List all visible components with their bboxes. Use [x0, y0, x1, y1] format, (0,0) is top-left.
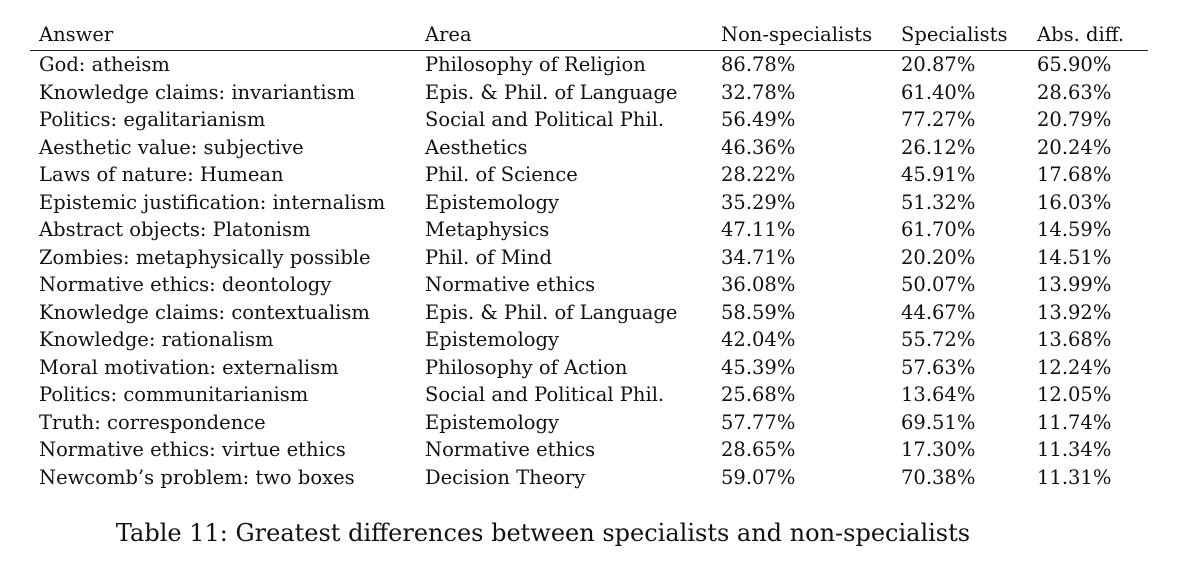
answer-cell: Normative ethics: deontology: [39, 273, 332, 296]
table-row: [30, 244, 1148, 272]
specialists-cell: 77.27%: [901, 108, 976, 131]
table-row: [30, 381, 1148, 409]
area-cell: Philosophy of Religion: [425, 53, 646, 76]
answer-cell: Politics: communitarianism: [39, 383, 309, 406]
area-cell: Epistemology: [425, 190, 560, 214]
answer-cell: God: atheism: [39, 53, 170, 76]
abs-diff-cell: 14.59%: [1037, 218, 1112, 241]
table-header: [30, 20, 1148, 51]
specialists-cell: 61.70%: [901, 218, 976, 241]
abs-diff-cell: 28.63%: [1037, 80, 1112, 104]
specialists-cell: 20.87%: [901, 53, 976, 76]
non-specialists-cell: 57.77%: [721, 410, 796, 434]
specialists-cell: 45.91%: [901, 163, 976, 186]
non-specialists-cell: 35.29%: [721, 190, 796, 214]
non-specialists-cell: 36.08%: [721, 273, 796, 296]
specialists-cell: 50.07%: [901, 273, 976, 296]
area-cell: Social and Political Phil.: [425, 383, 665, 406]
results-table-container: [30, 20, 1148, 491]
area-cell: Philosophy of Action: [425, 355, 628, 379]
abs-diff-cell: 12.24%: [1037, 355, 1112, 379]
non-specialists-cell: 42.04%: [721, 328, 796, 351]
table-row: [30, 189, 1148, 217]
abs-diff-cell: 14.51%: [1037, 245, 1112, 269]
non-specialists-cell: 25.68%: [721, 383, 796, 406]
table-row: [30, 409, 1148, 437]
non-specialists-cell: 86.78%: [721, 53, 796, 76]
answer-cell: Laws of nature: Humean: [39, 163, 284, 186]
abs-diff-cell: 17.68%: [1037, 163, 1112, 186]
table-row: [30, 161, 1148, 189]
answer-cell: Moral motivation: externalism: [39, 355, 339, 379]
table-row: [30, 354, 1148, 382]
area-cell: Epistemology: [425, 328, 560, 351]
column-header-answer: Answer: [30, 20, 416, 51]
non-specialists-cell: 56.49%: [721, 108, 796, 131]
abs-diff-cell: 11.31%: [1037, 465, 1112, 489]
specialists-cell: 26.12%: [901, 135, 976, 159]
answer-cell: Politics: egalitarianism: [39, 108, 266, 131]
area-cell: Decision Theory: [425, 465, 586, 489]
area-cell: Aesthetics: [425, 135, 528, 159]
non-specialists-cell: 28.22%: [721, 163, 796, 186]
table-row: [30, 326, 1148, 354]
table-row: [30, 436, 1148, 464]
abs-diff-cell: 13.99%: [1037, 273, 1112, 296]
column-header-specialists: Specialists: [892, 20, 1028, 51]
answer-cell: Truth: correspondence: [39, 410, 266, 434]
area-cell: Epis. & Phil. of Language: [425, 300, 678, 324]
specialists-cell: 51.32%: [901, 190, 976, 214]
table-row: [30, 134, 1148, 162]
abs-diff-cell: 11.74%: [1037, 410, 1112, 434]
table-caption: Table 11: Greatest differences between specialists and non-specialists: [115, 519, 971, 547]
answer-cell: Knowledge: rationalism: [39, 328, 274, 351]
answer-cell: Knowledge claims: contextualism: [39, 300, 370, 324]
non-specialists-cell: 47.11%: [721, 218, 796, 241]
abs-diff-cell: 12.05%: [1037, 383, 1112, 406]
answer-cell: Newcomb’s problem: two boxes: [39, 465, 355, 489]
column-header-non-specialists: Non-specialists: [712, 20, 892, 51]
abs-diff-cell: 20.79%: [1037, 108, 1112, 131]
area-cell: Phil. of Science: [425, 163, 578, 186]
table-row: [30, 299, 1148, 327]
specialists-cell: 17.30%: [901, 438, 976, 461]
abs-diff-cell: 11.34%: [1037, 438, 1112, 461]
non-specialists-cell: 58.59%: [721, 300, 796, 324]
area-cell: Metaphysics: [425, 218, 550, 241]
abs-diff-cell: 65.90%: [1037, 53, 1112, 76]
table-row: [30, 51, 1148, 79]
abs-diff-cell: 13.68%: [1037, 328, 1112, 351]
area-cell: Normative ethics: [425, 438, 596, 461]
differences-table: [30, 20, 1148, 491]
area-cell: Epis. & Phil. of Language: [425, 80, 678, 104]
abs-diff-cell: 20.24%: [1037, 135, 1112, 159]
area-cell: Epistemology: [425, 410, 560, 434]
specialists-cell: 69.51%: [901, 410, 976, 434]
header-row: [30, 20, 1148, 51]
answer-cell: Zombies: metaphysically possible: [39, 245, 371, 269]
answer-cell: Abstract objects: Platonism: [39, 218, 311, 241]
answer-cell: Epistemic justification: internalism: [39, 190, 386, 214]
area-cell: Social and Political Phil.: [425, 108, 665, 131]
non-specialists-cell: 46.36%: [721, 135, 796, 159]
answer-cell: Aesthetic value: subjective: [39, 135, 304, 159]
non-specialists-cell: 45.39%: [721, 355, 796, 379]
specialists-cell: 13.64%: [901, 383, 976, 406]
non-specialists-cell: 28.65%: [721, 438, 796, 461]
specialists-cell: 61.40%: [901, 80, 976, 104]
table-body: [30, 51, 1148, 492]
column-header-abs-diff: Abs. diff.: [1028, 20, 1148, 51]
non-specialists-cell: 59.07%: [721, 465, 796, 489]
table-row: [30, 464, 1148, 492]
specialists-cell: 44.67%: [901, 300, 976, 324]
abs-diff-cell: 16.03%: [1037, 190, 1112, 214]
column-header-area: Area: [416, 20, 712, 51]
specialists-cell: 57.63%: [901, 355, 976, 379]
area-cell: Phil. of Mind: [425, 245, 552, 269]
specialists-cell: 70.38%: [901, 465, 976, 489]
table-row: [30, 271, 1148, 299]
table-row: [30, 216, 1148, 244]
specialists-cell: 55.72%: [901, 328, 976, 351]
non-specialists-cell: 32.78%: [721, 80, 796, 104]
answer-cell: Normative ethics: virtue ethics: [39, 438, 346, 461]
abs-diff-cell: 13.92%: [1037, 300, 1112, 324]
table-row: [30, 79, 1148, 107]
area-cell: Normative ethics: [425, 273, 596, 296]
non-specialists-cell: 34.71%: [721, 245, 796, 269]
specialists-cell: 20.20%: [901, 245, 976, 269]
answer-cell: Knowledge claims: invariantism: [39, 80, 356, 104]
table-row: [30, 106, 1148, 134]
